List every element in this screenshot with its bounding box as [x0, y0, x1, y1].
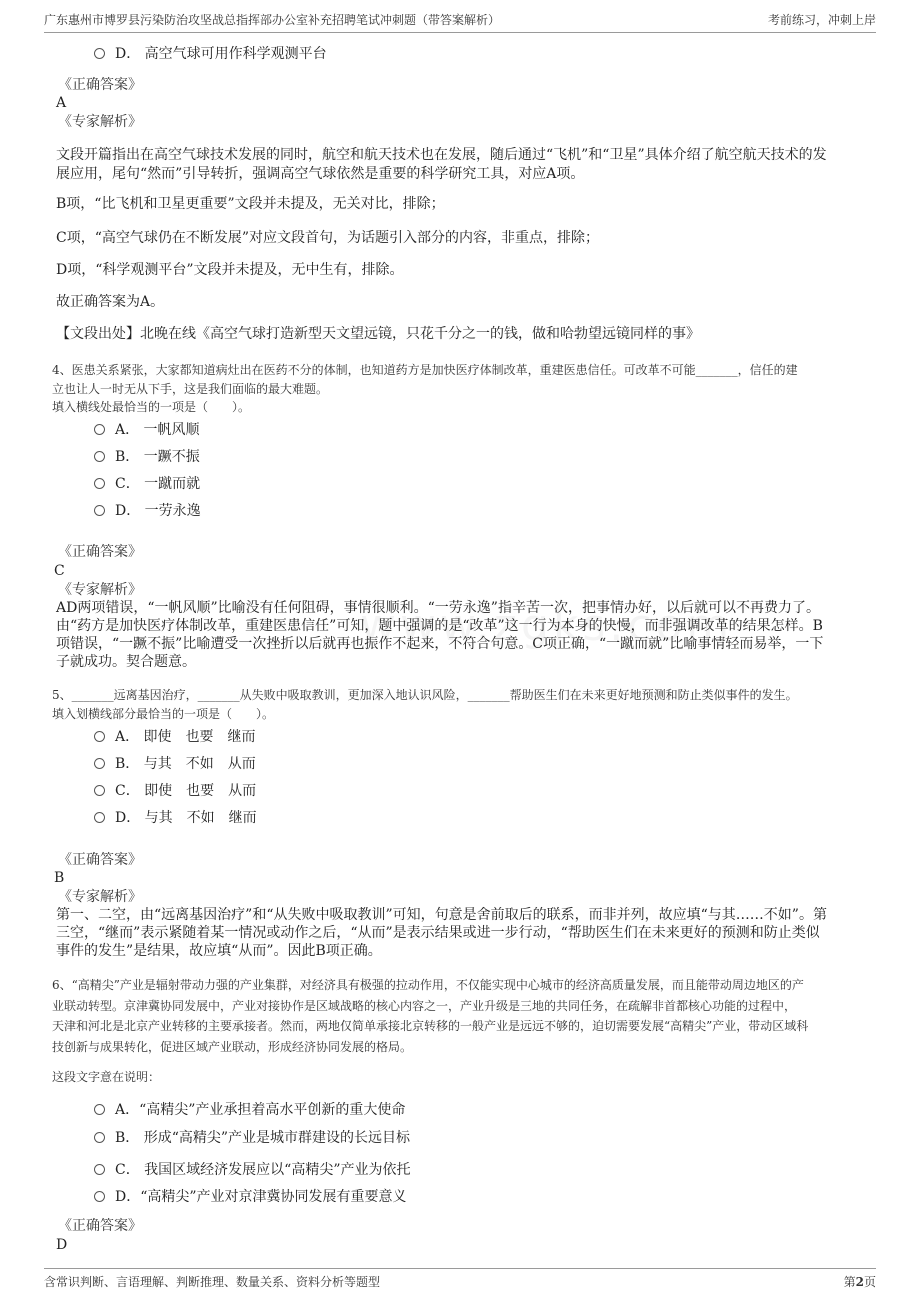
q6-prompt: 这段文字意在说明：: [52, 1070, 161, 1084]
analysis-label: 《专家解析》: [58, 889, 142, 905]
source-citation: 【文段出处】北晚在线《高空气球打造新型天文望远镜，只花千分之一的钱，做和哈勃望远镜同样的事》: [56, 326, 700, 342]
page-footer: [44, 1268, 876, 1291]
q5-option-c[interactable]: [94, 781, 256, 801]
stem-line: 立也让人一时无从下手，这是我们面临的最大难题。: [52, 382, 329, 396]
stem-line: 业联动转型。京津冀协同发展中，产业对接协作是区域战略的核心内容之一，产业升级是三地的共同任务，在疏解非首都核心功能的过程中，: [52, 998, 797, 1013]
q5-analysis: [56, 906, 827, 960]
q6-option-b[interactable]: [94, 1128, 410, 1148]
q5-stem: 5、_______远离基因治疗，_______从失败中吸取教训，更加深入地认识风险，_______帮助医生们在未来更好地预测和防止类似事件的发生。: [52, 688, 798, 702]
q4-analysis: [56, 599, 823, 671]
analysis-label: 《专家解析》: [58, 114, 142, 130]
answer-label: 《正确答案》: [58, 77, 142, 93]
correct-answer: A: [56, 95, 67, 111]
analysis-line: AD两项错误，“一帆风顺”比喻没有任何阻碍，事情很顺利。“一劳永逸”指辛苦一次，把事情办好，以后就可以不再费力了。: [56, 600, 820, 616]
radio-icon[interactable]: [94, 1191, 105, 1202]
radio-icon[interactable]: [94, 505, 105, 516]
analysis-paragraph: C项，“高空气球仍在不断发展”对应文段首句，为话题引入部分的内容，非重点，排除；: [56, 230, 600, 246]
radio-icon[interactable]: [94, 812, 105, 823]
analysis-line: 项错误，“一蹶不振”比喻遭受一次挫折以后就再也振作不起来，不符合句意。C项正确，“一蹴而就”比喻事情轻而易举，一下: [56, 636, 824, 652]
header-slogan: 考前练习，冲刺上岸: [767, 13, 876, 27]
q6-option-a[interactable]: [94, 1100, 405, 1120]
analysis-line: 由“药方是加快医疗体制改革，重建医患信任”可知，题中强调的是“改革”这一行为本身的快慢，而非强调改革的结果怎样。B: [56, 618, 823, 634]
radio-icon[interactable]: [94, 48, 105, 59]
radio-icon[interactable]: [94, 785, 105, 796]
analysis-label: 《专家解析》: [58, 582, 142, 598]
option-text: A．“高精尖”产业承担着高水平创新的重大使命: [115, 1102, 406, 1118]
analysis-paragraph: D项，“科学观测平台”文段并未提及，无中生有，排除。: [56, 262, 404, 278]
page-number: [844, 1271, 876, 1293]
analysis-conclusion: 故正确答案为A。: [56, 294, 165, 310]
radio-icon[interactable]: [94, 1132, 105, 1143]
page-suffix: 页: [863, 1275, 876, 1289]
option-text: D． 一劳永逸: [115, 503, 201, 519]
analysis-paragraph: [56, 146, 827, 184]
page-prefix: 第: [843, 1275, 856, 1289]
option-text: B． 形成“高精尖”产业是城市群建设的长远目标: [115, 1130, 411, 1146]
radio-icon[interactable]: [94, 758, 105, 769]
q5-option-d[interactable]: [94, 808, 257, 828]
option-text: D．“高精尖”产业对京津冀协同发展有重要意义: [115, 1189, 407, 1205]
option-text: C． 一蹴而就: [115, 476, 201, 492]
stem-line: 4、医患关系紧张，大家都知道病灶出在医药不分的体制，也知道药方是加快医疗体制改革，重建医患信任。可改革不可能_______，信任的建: [52, 363, 798, 377]
q5-option-a[interactable]: [94, 727, 256, 747]
q4-option-b[interactable]: [94, 447, 200, 467]
analysis-line: 展应用，尾句“然而”引导转折，强调高空气球依然是重要的科学研究工具，对应A项。: [56, 166, 585, 182]
q4-option-a[interactable]: [94, 420, 200, 440]
stem-line: 天津和河北是北京产业转移的主要承接者。然而，两地仅简单承接北京转移的一般产业是远远不够的，迫切需要发展“高精尖”产业，带动区域科: [52, 1019, 809, 1033]
radio-icon[interactable]: [94, 451, 105, 462]
analysis-paragraph: B项，“比飞机和卫星更重要”文段并未提及，无关对比，排除；: [56, 196, 445, 212]
document-title: 广东惠州市博罗县污染防治攻坚战总指挥部办公室补充招聘笔试冲刺题（带答案解析）: [44, 13, 501, 27]
stem-line: 技创新与成果转化，促进区域产业联动，形成经济协同发展的格局。: [52, 1039, 413, 1054]
q3-option-d[interactable]: [94, 44, 327, 64]
radio-icon[interactable]: [94, 731, 105, 742]
option-text: D． 与其 不如 继而: [115, 810, 257, 826]
radio-icon[interactable]: [94, 478, 105, 489]
q4-prompt: 填入横线处最恰当的一项是（ ）。: [52, 400, 251, 414]
q6-option-d[interactable]: [94, 1187, 407, 1207]
q6-option-c[interactable]: [94, 1160, 410, 1180]
option-text: D． 高空气球可用作科学观测平台: [115, 46, 327, 62]
footer-description: 含常识判断、言语理解、判断推理、数量关系、资料分析等题型: [44, 1275, 381, 1289]
correct-answer: D: [56, 1237, 68, 1253]
option-text: A． 一帆风顺: [115, 422, 200, 438]
option-text: C． 即使 也要 从而: [115, 783, 257, 799]
analysis-line: 第一、二空，由“远离基因治疗”和“从失败中吸取教训”可知，句意是舍前取后的联系，而非并列，故应填“与其……不如”。第: [56, 907, 827, 923]
q6-stem: [52, 975, 808, 1057]
q5-option-b[interactable]: [94, 754, 256, 774]
answer-label: 《正确答案》: [58, 1218, 142, 1234]
option-text: C． 我国区域经济发展应以“高精尖”产业为依托: [115, 1162, 411, 1178]
answer-label: 《正确答案》: [58, 852, 142, 868]
option-text: B． 一蹶不振: [115, 449, 200, 465]
analysis-line: 三空，“继而”表示紧随着某一情况或动作之后，“从而”是表示结果或进一步行动，“帮助医生们在未来更好的预测和防止类似: [56, 925, 820, 941]
option-text: A． 即使 也要 继而: [115, 729, 256, 745]
analysis-line: 子就成功。契合题意。: [56, 654, 196, 670]
analysis-line: 文段开篇指出在高空气球技术发展的同时，航空和航天技术也在发展，随后通过“飞机”和“卫星”具体介绍了航空航天技术的发: [56, 147, 827, 163]
radio-icon[interactable]: [94, 1104, 105, 1115]
q4-stem: [52, 361, 798, 399]
answer-label: 《正确答案》: [58, 544, 142, 560]
page-header: [44, 10, 876, 33]
correct-answer: B: [54, 870, 65, 886]
option-text: B． 与其 不如 从而: [115, 756, 256, 772]
radio-icon[interactable]: [94, 424, 105, 435]
q4-option-c[interactable]: [94, 474, 200, 494]
q4-option-d[interactable]: [94, 501, 201, 521]
radio-icon[interactable]: [94, 1164, 105, 1175]
correct-answer: C: [54, 563, 65, 579]
q5-prompt: 填入划横线部分最恰当的一项是（ ）。: [52, 707, 275, 721]
page-number-value: 2: [855, 1275, 864, 1289]
stem-line: 6、“高精尖”产业是辐射带动力强的产业集群，对经济具有极强的拉动作用，不仅能实现中心城市的经济高质量发展，而且能带动周边地区的产: [52, 978, 804, 992]
analysis-line: 事件的发生”是结果，故应填“从而”。因此B项正确。: [56, 943, 382, 959]
